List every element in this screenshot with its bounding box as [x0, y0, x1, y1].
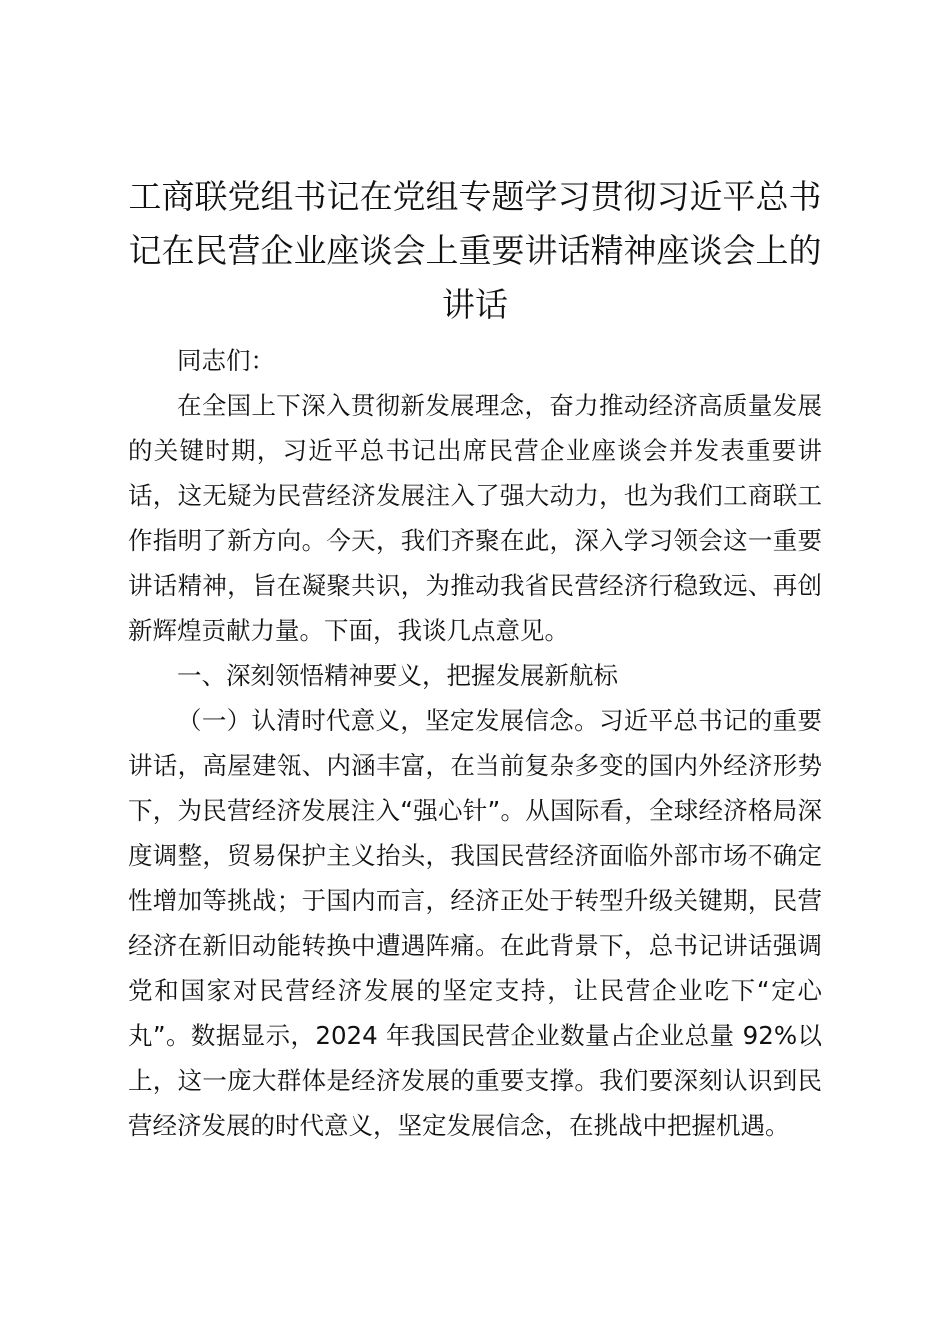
intro-paragraph: 在全国上下深入贯彻新发展理念，奋力推动经济高质量发展的关键时期，习近平总书记出席民营企业座谈会并发表重要讲话，这无疑为民营经济发展注入了强大动力，也为我们工商联工作指明了新方向。今天，我们齐聚在此，深入学习领会这一重要讲话精神，旨在凝聚共识，为推动我省民营经济行稳致远、再创新辉煌贡献力量。下面，我谈几点意见。 [128, 391, 822, 645]
document-page [128, 170, 822, 1148]
section-1-paragraph-1: （一）认清时代意义，坚定发展信念。习近平总书记的重要讲话，高屋建瓴、内涵丰富，在当前复杂多变的国内外经济形势下，为民营经济发展注入“强心针”。从国际看，全球经济格局深度调整，贸易保护主义抬头，我国民营经济面临外部市场不确定性增加等挑战；于国内而言，经济正处于转型升级关键期，民营经济在新旧动能转换中遭遇阵痛。在此背景下，总书记讲话强调党和国家对民营经济发展的坚定支持，让民营企业吃下“定心丸”。数据显示，2024 年我国民营企业数量占企业总量 92%以上，这一庞大群体是经济发展的重要支撑。我们要深刻认识到民营经济发展的时代意义，坚定发展信念，在挑战中把握机遇。 [128, 706, 822, 1140]
document-title: 工商联党组书记在党组专题学习贯彻习近平总书记在民营企业座谈会上重要讲话精神座谈会上的讲话 [128, 177, 822, 324]
salutation: 同志们： [177, 346, 275, 375]
section-heading-1: 一、深刻领悟精神要义，把握发展新航标 [177, 661, 618, 690]
